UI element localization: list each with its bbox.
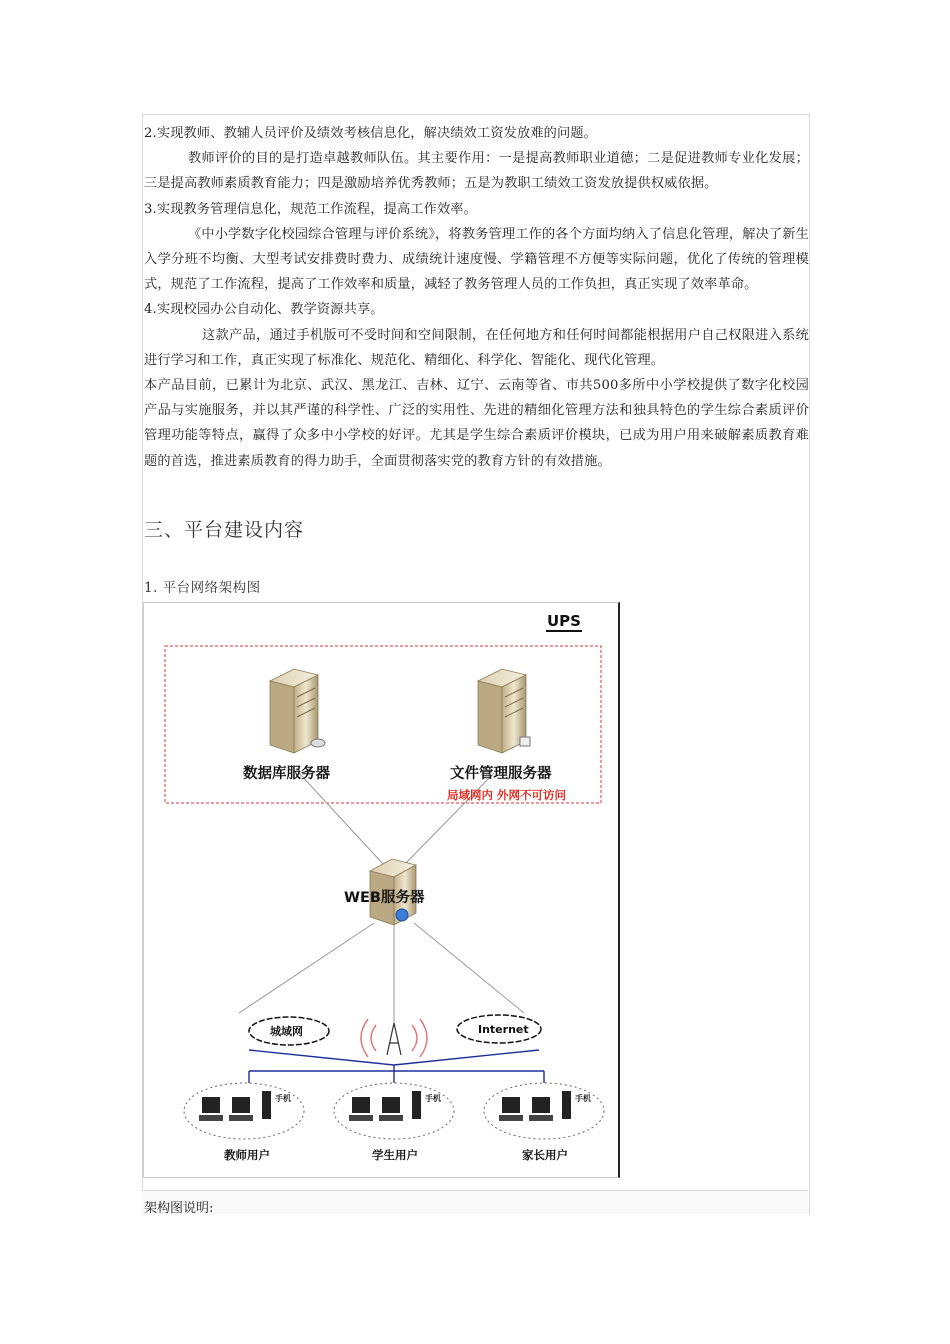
network-bus	[249, 1050, 544, 1083]
database-server-icon	[270, 669, 325, 753]
user-group-student	[334, 1083, 454, 1139]
caption-text: 架构图说明:	[144, 1201, 214, 1216]
web-server-label: WEB服务器	[344, 890, 425, 906]
internet-label: Internet	[478, 1023, 529, 1036]
diagram-caption	[142, 1190, 808, 1214]
metro-network-label: 城域网	[270, 1025, 303, 1038]
lan-note: 局域网内 外网不可访问	[447, 788, 567, 802]
ups-label: UPS	[547, 612, 581, 630]
network-architecture-diagram	[143, 602, 620, 1178]
wireless-antenna-icon	[361, 1019, 427, 1057]
phone-label: 手机	[425, 1094, 441, 1103]
user-group-parent	[484, 1083, 604, 1139]
phone-label: 手机	[275, 1094, 291, 1103]
paragraph-7: 本产品目前，已累计为北京、武汉、黑龙江、吉林、辽宁、云南等省、市共500多所中小学校提供了数字化校园产品与实施服务，并以其严谨的科学性、广泛的实用性、先进的精细化管理方法和独具特色的学生综合素质评价管理功能等特点，赢得了众多中小学校的好评。尤其是学生综合素质评价模块，已成为用户用来破解素质教育难题的首选，推进素质教育的得力助手，全面贯彻落实党的教育方针的有效措施。	[144, 378, 809, 469]
section-heading: 三、平台建设内容	[144, 519, 305, 541]
group-label-parent: 家长用户	[522, 1148, 568, 1162]
paragraph-4: 《中小学数字化校园综合管理与评价系统》，将教务管理工作的各个方面均纳入了信息化管理，解决了新生入学分班不均衡、大型考试安排费时费力、成绩统计速度慢、学籍管理不方便等实际问题，优化了传统的管理模式，规范了工作流程，提高了工作效率和质量，减轻了教务管理人员的工作负担，真正实现了效率革命。	[144, 226, 809, 293]
paragraph-6: 这款产品，通过手机版可不受时间和空间限制，在任何地方和任何时间都能根据用户自己权限进入系统进行学习和工作，真正实现了标准化、规范化、精细化、科学化、智能化、现代化管理。	[144, 327, 809, 368]
file-server-label: 文件管理服务器	[450, 766, 552, 782]
group-label-teacher: 教师用户	[224, 1148, 270, 1162]
body-text	[144, 121, 809, 474]
user-group-teacher	[184, 1083, 304, 1139]
paragraph-5: 4.实现校园办公自动化、教学资源共享。	[144, 302, 384, 318]
paragraph-3: 3.实现教务管理信息化，规范工作流程，提高工作效率。	[144, 201, 477, 217]
paragraph-2: 教师评价的目的是打造卓越教师队伍。其主要作用：一是提高教师职业道德；二是促进教师专业化发展；三是提高教师素质教育能力；四是激励培养优秀教师；五是为教职工绩效工资发放提供权威依据。	[144, 151, 809, 192]
paragraph-1: 2.实现教师、教辅人员评价及绩效考核信息化，解决绩效工资发放难的问题。	[144, 126, 598, 141]
database-server-label: 数据库服务器	[243, 766, 330, 782]
phone-label: 手机	[575, 1094, 591, 1103]
diagram-canvas	[144, 603, 619, 1177]
file-server-icon	[478, 669, 530, 753]
sub-heading: 1. 平台网络架构图	[144, 580, 261, 596]
group-label-student: 学生用户	[372, 1148, 418, 1162]
